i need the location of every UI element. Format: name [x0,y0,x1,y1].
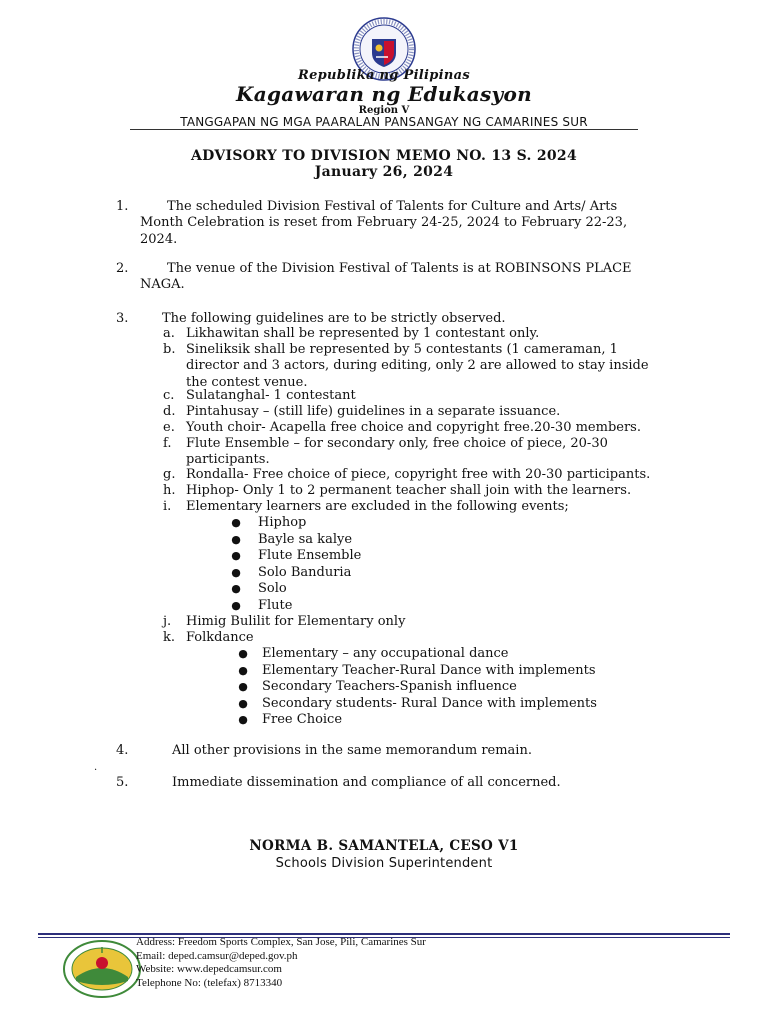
item-number: 5. [116,775,129,790]
folkdance-category: Elementary Teacher-Rural Dance with implements [262,663,596,678]
item-line: The scheduled Division Festival of Talents for Culture and Arts/ Arts [167,199,618,214]
folkdance-category: Free Choice [262,712,343,727]
footer-address: Address: Freedom Sports Complex, San Jose, Pili, Camarines Sur [136,936,426,948]
guideline-item [186,630,674,646]
guideline-item [186,326,674,342]
republic-heading: Republika ng Pilipinas [297,68,471,83]
folkdance-category: Secondary students- Rural Dance with implements [262,696,597,711]
bullet-icon: ● [238,697,248,710]
guideline-letter: i. [163,499,172,514]
guideline-line: Folkdance [186,630,254,645]
guideline-item [186,467,674,483]
division-logo-icon [62,939,142,999]
folkdance-category: Elementary – any occupational dance [262,646,509,661]
bullet-icon: ● [238,647,248,660]
guideline-item [186,499,674,515]
item-line: NAGA. [140,277,185,293]
guideline-letter: c. [163,388,175,403]
guideline-line: participants. [186,452,270,468]
bullet-icon: ● [238,680,248,693]
guideline-line: Youth choir- Acapella free choice and copyright free.20-30 members. [186,420,641,435]
item-paragraph [140,311,660,327]
signatory-name: NORMA B. SAMANTELA, CESO V1 [249,838,519,854]
excluded-event: Solo [258,581,287,596]
guideline-letter: d. [163,404,176,419]
item-line: The following guidelines are to be strictly observed. [162,311,506,326]
bullet-icon: ● [238,664,248,677]
guideline-letter: j. [163,614,172,629]
bullet-icon: ● [231,549,241,562]
guideline-line: Rondalla- Free choice of piece, copyright free with 20-30 participants. [186,467,651,482]
guideline-letter: b. [163,342,176,357]
guideline-letter: h. [163,483,176,498]
item-paragraph [140,261,660,294]
guideline-letter: k. [163,630,176,645]
item-line: 2024. [140,231,178,247]
bullet-icon: ● [238,713,248,726]
guideline-letter: f. [163,436,172,451]
memo-date: January 26, 2024 [314,164,454,180]
guideline-item [186,614,674,630]
guideline-item [186,388,674,404]
footer-email[interactable]: Email: deped.camsur@deped.gov.ph [136,950,298,962]
guideline-line: Himig Bulilit for Elementary only [186,614,406,629]
guideline-line: Elementary learners are excluded in the following events; [186,499,569,514]
item-number: 3. [116,311,129,326]
guideline-line: Hiphop- Only 1 to 2 permanent teacher shall join with the learners. [186,483,632,498]
guideline-line: Sineliksik shall be represented by 5 contestants (1 cameraman, 1 [186,342,618,357]
guideline-line: Likhawitan shall be represented by 1 contestant only. [186,326,540,341]
region-label: Region V [358,105,410,116]
guideline-item [186,342,674,391]
guideline-item [186,420,674,436]
folkdance-category: Secondary Teachers-Spanish influence [262,679,517,694]
guideline-item [186,404,674,420]
guideline-line: Flute Ensemble – for secondary only, free choice of piece, 20-30 [186,436,608,451]
item-number: 1. [116,199,129,214]
memo-title: ADVISORY TO DIVISION MEMO NO. 13 S. 2024 [191,148,577,164]
office-heading: TANGGAPAN NG MGA PAARALAN PANSANGAY NG CAMARINES SUR [180,115,588,129]
guideline-item [186,483,674,499]
footer-rule [38,933,730,935]
guideline-line: the contest venue. [186,374,308,390]
item-line: The venue of the Division Festival of Talents is at ROBINSONS PLACE [167,261,632,276]
guideline-letter: a. [163,326,175,341]
guideline-line: Pintahusay – (still life) guidelines in a separate issuance. [186,404,561,419]
bullet-icon: ● [231,566,241,579]
footer-telephone: Telephone No: (telefax) 8713340 [136,977,283,989]
bullet-icon: ● [231,599,241,612]
excluded-event: Hiphop [258,515,307,530]
guideline-item [186,436,674,469]
guideline-letter: e. [163,420,175,435]
guideline-line: director and 3 actors, during editing, only 2 are allowed to stay inside [186,358,649,374]
bullet-icon: ● [231,533,241,546]
excluded-event: Solo Banduria [258,565,352,580]
department-heading: Kagawaran ng Edukasyon [236,82,532,106]
item-line: All other provisions in the same memorandum remain. [172,743,532,758]
excluded-event: Flute [258,598,293,613]
item-paragraph [140,199,660,248]
item-number: 2. [116,261,129,276]
header-rule [130,129,638,130]
excluded-event: Bayle sa kalye [258,532,353,547]
bullet-icon: ● [231,516,241,529]
bullet-icon: ● [231,582,241,595]
stray-mark: . [94,762,98,773]
guideline-line: Sulatanghal- 1 contestant [186,388,356,403]
item-line: Month Celebration is reset from February 24-25, 2024 to February 22-23, [140,215,628,231]
guideline-letter: g. [163,467,176,482]
item-number: 4. [116,743,129,758]
excluded-event: Flute Ensemble [258,548,362,563]
item-line: Immediate dissemination and compliance of all concerned. [172,775,561,790]
signatory-title: Schools Division Superintendent [275,856,493,871]
footer-website[interactable]: Website: www.depedcamsur.com [136,963,282,975]
